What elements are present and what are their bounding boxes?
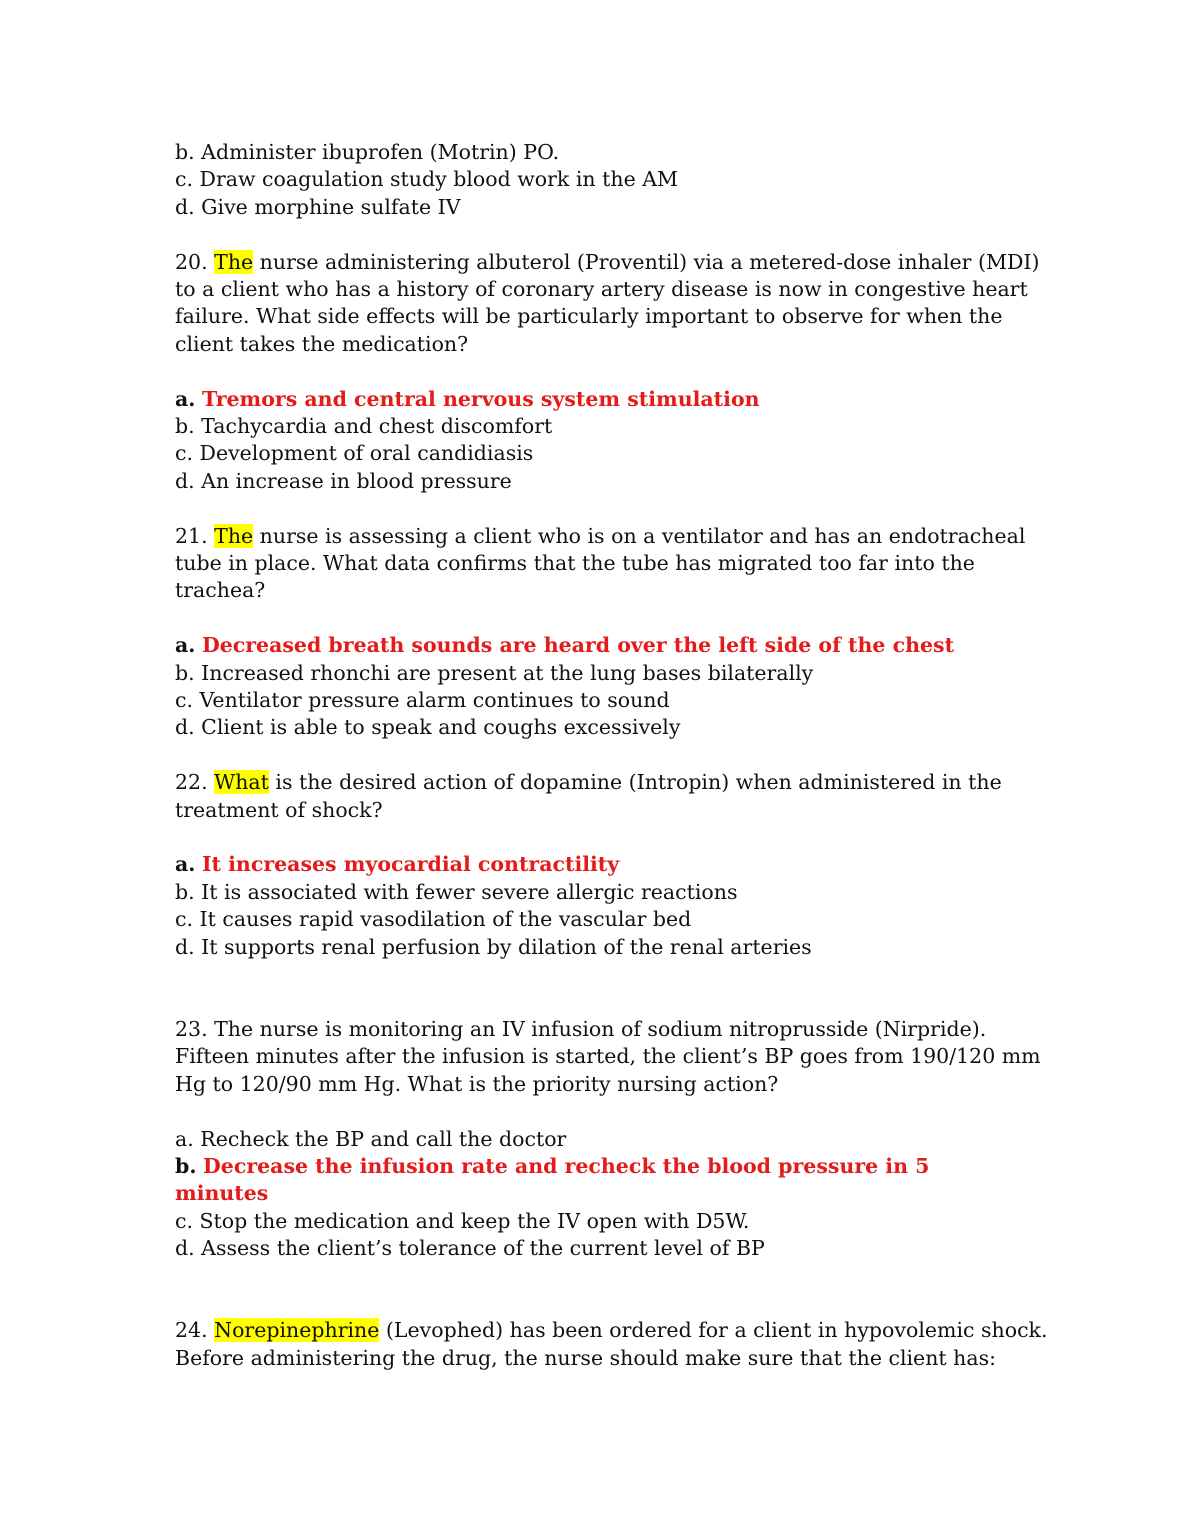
option-b: b. Administer ibuprofen (Motrin) PO. [175,140,560,164]
question-stem: nurse is assessing a client who is on a ventilator and has an endotracheal [253,523,1026,548]
option-a: a. Recheck the BP and call the doctor [175,1126,567,1151]
question-stem: Fifteen minutes after the infusion is started, the client’s BP goes from 190/120 mm [175,1044,1041,1069]
answer-text-continued: minutes [175,1181,269,1206]
question-number: 24. [175,1318,208,1343]
highlighted-word: Norepinephrine [214,1318,380,1343]
highlighted-word: What [214,770,269,795]
option-d: d. It supports renal perfusion by dilation of the renal arteries [175,934,812,959]
question-stem: to a client who has a history of coronary artery disease is now in congestive heart [175,277,1028,302]
correct-answer [175,386,1035,413]
option-c: c. Ventilator pressure alarm continues to sound [175,688,670,713]
option-d: d. Assess the client’s tolerance of the current level of BP [175,1236,765,1261]
option-b: b. Increased rhonchi are present at the lung bases bilaterally [175,660,814,685]
question-number: 20. [175,249,208,274]
answer-letter: a. [175,852,196,877]
option-c: c. Draw coagulation study blood work in the AM [175,167,679,192]
answer-letter: a. [175,633,196,658]
answer-letter: a. [175,386,196,411]
correct-answer [175,1153,1035,1180]
option-d: d. An increase in blood pressure [175,468,512,493]
question-stem: (Levophed) has been ordered for a client in hypovolemic shock. [379,1318,1048,1343]
question-stem: is the desired action of dopamine (Intropin) when administered in the [268,770,1002,795]
question-stem: Hg to 120/90 mm Hg. What is the priority nursing action? [175,1071,779,1096]
answer-text: It increases myocardial contractility [201,852,620,877]
answer-text: Decreased breath sounds are heard over the left side of the chest [201,633,955,658]
highlighted-word: The [214,523,254,548]
option-c: c. Stop the medication and keep the IV open with D5W. [175,1208,750,1233]
correct-answer [175,851,1035,878]
option-b: b. It is associated with fewer severe allergic reactions [175,879,738,904]
answer-text: Decrease the infusion rate and recheck the blood pressure in 5 [203,1153,930,1178]
question-stem: client takes the medication? [175,331,469,356]
option-c: c. It causes rapid vasodilation of the vascular bed [175,907,692,932]
question-20 [175,249,1040,496]
option-b: b. Tachycardia and chest discomfort [175,414,553,439]
question-number: 22. [175,770,208,795]
question-stem: failure. What side effects will be particularly important to observe for when the [175,304,1003,329]
option-d: d. Client is able to speak and coughs excessively [175,715,681,740]
option-d: d. Give morphine sulfate IV [175,194,461,219]
question-stem: treatment of shock? [175,797,383,822]
correct-answer [175,632,1035,659]
question-stem: Before administering the drug, the nurse should make sure that the client has: [175,1345,997,1370]
question-stem: tube in place. What data confirms that the tube has migrated too far into the [175,551,975,576]
highlighted-word: The [214,249,254,274]
question-stem: 23. The nurse is monitoring an IV infusion of sodium nitroprusside (Nirpride). [175,1016,987,1041]
question-21 [175,523,1035,742]
question-stem: nurse administering albuterol (Proventil) via a metered-dose inhaler (MDI) [253,249,1040,274]
document-content [175,139,1048,1372]
question-stem: trachea? [175,578,266,603]
answer-letter: b. [175,1153,197,1178]
question-23 [175,1016,1041,1263]
question-number: 21. [175,523,208,548]
question-22 [175,769,1035,961]
question-24 [175,1317,1048,1372]
answer-text: Tremors and central nervous system stimulation [201,386,760,411]
option-c: c. Development of oral candidiasis [175,441,534,466]
